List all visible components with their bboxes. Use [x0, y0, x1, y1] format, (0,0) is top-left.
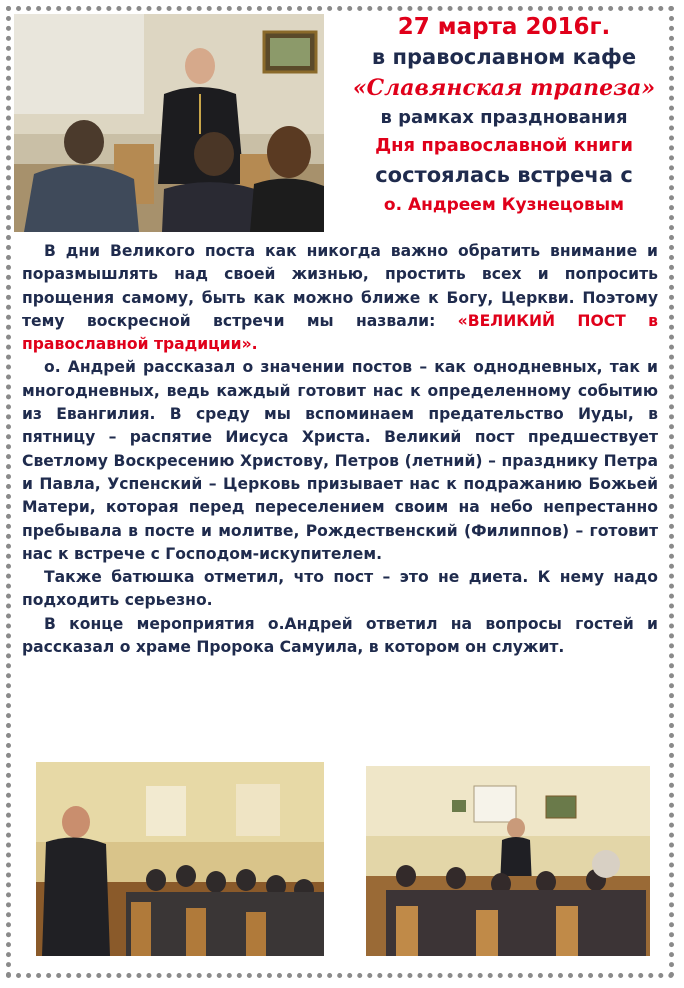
paragraph-conclusion: В конце мероприятия о.Андрей ответил на вопросы гостей и рассказал о храме Пророка Самуила, в котором он служит.: [22, 614, 658, 657]
guest-name: о. Андреем Кузнецовым: [383, 195, 625, 215]
venue-line: в православном кафе: [371, 45, 637, 69]
event-date: 27 марта 2016г.: [397, 14, 611, 40]
meeting-line: состоялась встреча с: [375, 163, 633, 187]
intro-text: В дни Великого поста как никогда важно обратить внимание и поразмышлять над своей жизнью, простить всех и попросить прощения самому, быть как можно ближе к Богу, Церкви. Поэтому тему воскресной встречи мы назвали:: [22, 242, 658, 330]
cafe-name: «Славянская трапеза»: [352, 75, 656, 101]
event-header: [338, 12, 670, 220]
celebration-line: в рамках празднования: [380, 107, 628, 128]
paragraph-fasts: о. Андрей рассказал о значении постов – как однодневных, так и многодневных, ведь каждый готовит нас к определенному событию из Евангилия. В среду мы вспоминаем предательство Иуды, в пятницу – распятие Иисуса Христа. Великий пост предшествует Светлому Воскресению Христову, Петров (летний) – празднику Петра и Павла, Успенский – Церковь призывает нас к подражанию Божьей Матери, которая перед переселением своим на небо непрестанно пребывала в посте и молитве, Рождественский (Филиппов) – готовит нас к встрече с Господом-искупителем.: [22, 358, 658, 563]
photo-priest-speaking: [14, 14, 324, 232]
article-body: [22, 240, 658, 659]
paragraph-not-diet: Также батюшка отметил, что пост – это не диета. К нему надо подходить серьезно.: [22, 568, 658, 610]
photo-audience-left: [36, 762, 324, 956]
paragraph-intro: [22, 240, 658, 356]
event-name: Дня православной книги: [375, 135, 633, 156]
photo-audience-right: [366, 766, 650, 956]
meeting-topic: «ВЕЛИКИЙ ПОСТ в православной традиции».: [22, 311, 659, 354]
